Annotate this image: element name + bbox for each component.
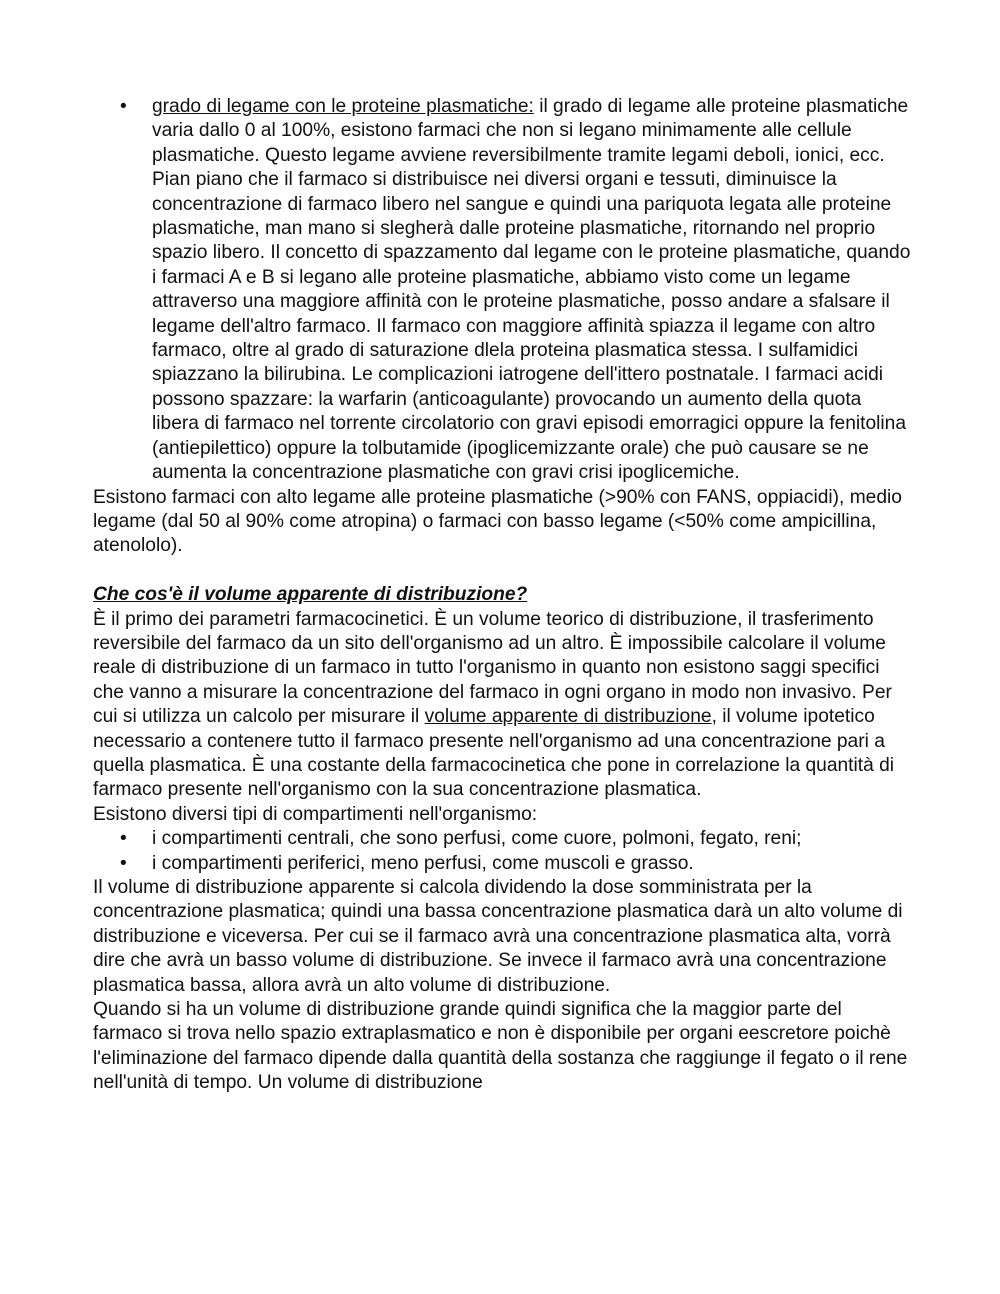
list-item-text: i compartimenti centrali, che sono perfusi, come cuore, polmoni, fegato, reni; xyxy=(152,828,802,850)
paragraph-text: È il primo dei parametri farmacocinetici. È un volume teorico di distribuzione, il trasferimento reversibile del farmaco da un sito dell'organismo ad un altro. È impossibile calcolare il volume reale di distribuzione di un farmaco in tutto l'organismo in quanto non esistono saggi specifici che vanno a misurare la concentrazione del farmaco in ogni organo in modo non invasivo. Per cui si utilizza un calcolo per misurare il xyxy=(93,608,892,728)
list-item-text: i compartimenti periferici, meno perfusi, come muscoli e grasso. xyxy=(152,852,694,874)
list-item xyxy=(93,852,911,876)
term-label: volume apparente di distribuzione xyxy=(424,706,712,728)
list-item xyxy=(93,827,911,851)
paragraph-text: , il volume ipotetico necessario a contenere tutto il farmaco presente nell'organismo ad una concentrazione pari a quella plasmatica. È una costante della farmacocinetica che pone in correlazione la quantità di farmaco presente nell'organismo con la sua concentrazione plasmatica. xyxy=(93,706,895,801)
paragraph-volume-definition xyxy=(93,608,911,803)
paragraph-compartments-intro: Esistono diversi tipi di compartimenti nell'organismo: xyxy=(93,803,538,825)
document-page xyxy=(93,95,911,1096)
bullet-list-compartments xyxy=(93,827,911,876)
spacer xyxy=(93,559,911,583)
bullet-icon: • xyxy=(120,828,127,850)
paragraph-text: il grado di legame alle proteine plasmatiche varia dallo 0 al 100%, esistono farmaci che non si legano minimamente alle cellule plasmatiche. Questo legame avviene reversibilmente tramite legami deboli, ionici, ecc. Pian piano che il farmaco si distribuisce nei diversi organi e tessuti, diminuisce la concentrazione di farmaco libero nel sangue e quindi una pariquota legata alle proteine plasmatiche, man mano si slegherà dalle proteine plasmatiche, ritornando nel proprio spazio libero. Il concetto di spazzamento dal legame con le proteine plasmatiche, quando i farmaci A e B si legano alle proteine plasmatiche, abbiamo visto come un legame attraverso una maggiore affinità con le proteine plasmatiche, posso andare a sfalsare il legame dell'altro farmaco. Il farmaco con maggiore affinità spiazza il legame con altro farmaco, oltre al grado di saturazione dlela proteina plasmatica stessa. I sulfamidici spiazzano la bilirubina. Le complicazioni iatrogene dell'ittero postnatale. I farmaci acidi possono spazzare: la warfarin (anticoagulante) provocando un aumento della quota libera di farmaco nel torrente circolatorio con gravi episodi emorragici oppure la fenitolina (antiepilettico) oppure la tolbutamide (ipoglicemizzante orale) che può causare se ne aumenta la concentrazione plasmatiche con gravi crisi ipoglicemiche. xyxy=(152,96,911,484)
paragraph-large-volume: Quando si ha un volume di distribuzione grande quindi significa che la maggior parte del farmaco si trova nello spazio extraplasmatico e non è disponibile per organi eescretore poichè l'eliminazione del farmaco dipende dalla quantità della sostanza che raggiunge il fegato o il rene nell'unità di tempo. Un volume di distribuzione xyxy=(93,999,908,1094)
bullet-icon: • xyxy=(120,852,127,874)
term-label: grado di legame con le proteine plasmatiche: xyxy=(152,96,534,117)
bullet-list-protein-binding xyxy=(93,95,911,486)
section-heading: Che cos'è il volume apparente di distribuzione? xyxy=(93,584,528,606)
paragraph-volume-calculation: Il volume di distribuzione apparente si calcola dividendo la dose somministrata per la concentrazione plasmatica; quindi una bassa concentrazione plasmatica darà un alto volume di distribuzione e viceversa. Per cui se il farmaco avrà una concentrazione plasmatica alta, vorrà dire che avrà un basso volume di distribuzione. Se invece il farmaco avrà una concentrazione plasmatica bassa, allora avrà un alto volume di distribuzione. xyxy=(93,876,903,996)
bullet-icon: • xyxy=(120,96,127,117)
list-item xyxy=(93,95,911,486)
paragraph-binding-levels: Esistono farmaci con alto legame alle proteine plasmatiche (>90% con FANS, oppiacidi), medio legame (dal 50 al 90% come atropina) o farmaci con basso legame (<50% come ampicillina, atenololo). xyxy=(93,486,902,557)
